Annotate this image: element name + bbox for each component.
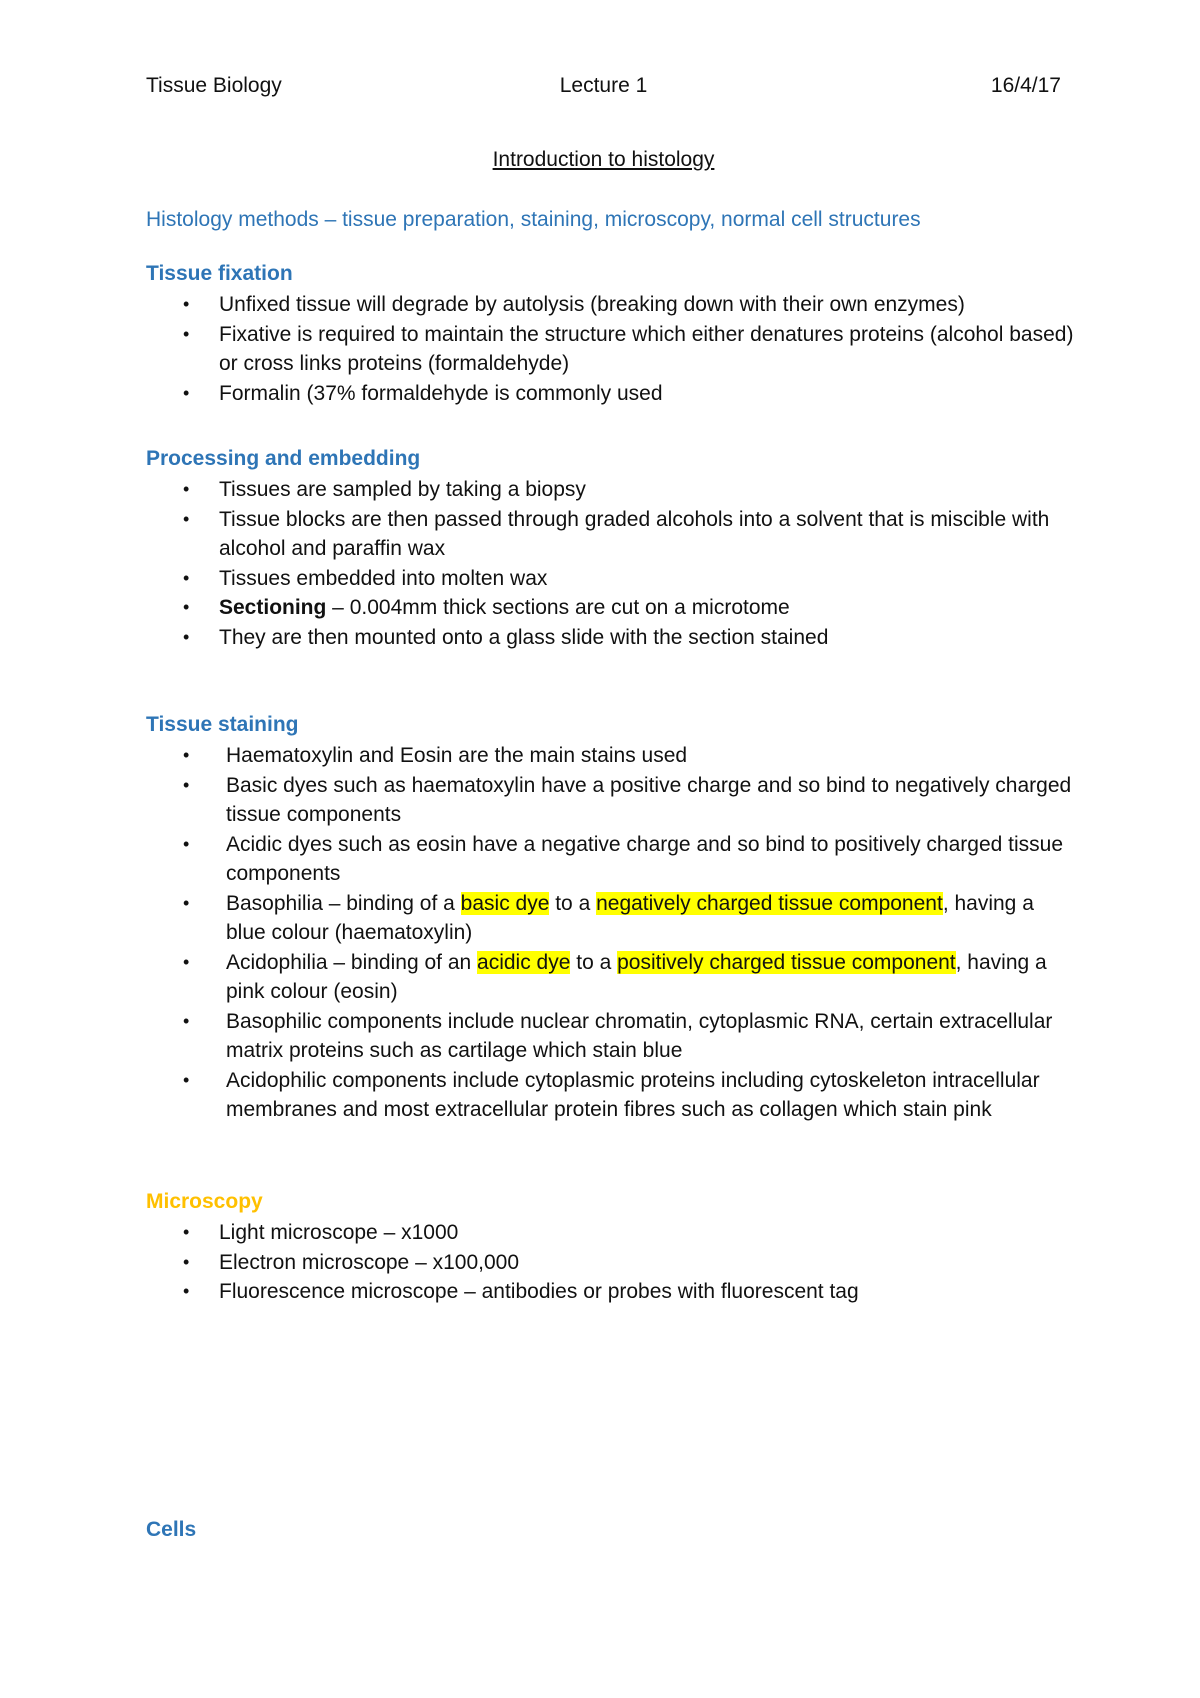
bullet-icon: • xyxy=(183,892,190,913)
bullet-icon: • xyxy=(183,774,190,795)
list-item: • They are then mounted onto a glass slide with the section stained xyxy=(146,623,1076,653)
microscopy-list xyxy=(146,1218,1076,1307)
bullet-icon: • xyxy=(183,479,190,499)
list-item: • Formalin (37% formaldehyde is commonly used xyxy=(146,379,1076,409)
staining-list xyxy=(146,741,1076,1125)
microscopy-heading: Microscopy xyxy=(146,1190,263,1213)
bullet-icon: • xyxy=(183,508,190,529)
list-item: • Acidophilia – binding of an acidic dye to a positively charged tissue component, having a pink colour (eosin) xyxy=(146,948,1076,1007)
list-item: • Haematoxylin and Eosin are the main stains used xyxy=(146,741,1076,771)
list-item: • Electron microscope – x100,000 xyxy=(146,1248,1076,1278)
sectioning-term: Sectioning xyxy=(219,596,327,619)
bullet-icon: • xyxy=(183,323,190,344)
list-item: • Fluorescence microscope – antibodies or probes with fluorescent tag xyxy=(146,1277,1076,1307)
bullet-icon: • xyxy=(183,745,190,765)
highlight-negative-component: negatively charged tissue component xyxy=(596,891,943,915)
bullet-icon: • xyxy=(183,833,190,854)
page-header xyxy=(146,74,1061,104)
list-item: • Basophilic components include nuclear chromatin, cytoplasmic RNA, certain extracellular matrix proteins such as cartilage which stain blue xyxy=(146,1007,1076,1066)
list-item: • Basic dyes such as haematoxylin have a positive charge and so bind to negatively charged tissue components xyxy=(146,771,1076,830)
bullet-icon: • xyxy=(183,567,190,588)
list-item: • Basophilia – binding of a basic dye to a negatively charged tissue component, having a blue colour (haematoxylin) xyxy=(146,889,1076,948)
bullet-icon: • xyxy=(183,1069,190,1090)
bullet-icon: • xyxy=(183,597,190,617)
processing-list xyxy=(146,475,1076,652)
list-item: • Tissues are sampled by taking a biopsy xyxy=(146,475,1076,505)
fixation-list xyxy=(146,290,1076,408)
bullet-icon: • xyxy=(183,626,190,647)
list-item: • Fixative is required to maintain the structure which either denatures proteins (alcohol based) or cross links proteins (formaldehyde) xyxy=(146,320,1076,379)
list-item: • Tissue blocks are then passed through graded alcohols into a solvent that is miscible with alcohol and paraffin wax xyxy=(146,505,1076,564)
highlight-positive-component: positively charged tissue component xyxy=(617,950,956,974)
bullet-icon: • xyxy=(183,1010,190,1031)
list-item: • Unfixed tissue will degrade by autolysis (breaking down with their own enzymes) xyxy=(146,290,1076,320)
header-lecture: Lecture 1 xyxy=(559,74,648,97)
bullet-icon: • xyxy=(183,951,190,972)
page-title: Introduction to histology xyxy=(492,148,715,171)
list-item: • Acidophilic components include cytoplasmic proteins including cytoskeleton intracellular membranes and most extracellular protein fibres such as collagen which stain pink xyxy=(146,1066,1076,1125)
bullet-icon: • xyxy=(183,382,190,403)
bullet-icon: • xyxy=(183,1222,190,1242)
staining-heading: Tissue staining xyxy=(146,713,299,736)
page-subtitle: Histology methods – tissue preparation, staining, microscopy, normal cell structures xyxy=(146,208,921,231)
bullet-icon: • xyxy=(183,1281,190,1301)
list-item: • Sectioning – 0.004mm thick sections are cut on a microtome xyxy=(146,593,1076,623)
list-item: • Acidic dyes such as eosin have a negative charge and so bind to positively charged tissue components xyxy=(146,830,1076,889)
header-date: 16/4/17 xyxy=(990,74,1061,97)
cells-heading: Cells xyxy=(146,1518,197,1541)
header-course: Tissue Biology xyxy=(146,74,282,97)
fixation-heading: Tissue fixation xyxy=(146,262,293,285)
bullet-icon: • xyxy=(183,1251,190,1272)
highlight-acidic-dye: acidic dye xyxy=(477,950,571,974)
list-item: • Tissues embedded into molten wax xyxy=(146,564,1076,594)
list-item: • Light microscope – x1000 xyxy=(146,1218,1076,1248)
highlight-basic-dye: basic dye xyxy=(460,891,550,915)
processing-heading: Processing and embedding xyxy=(146,447,421,470)
bullet-icon: • xyxy=(183,294,190,314)
